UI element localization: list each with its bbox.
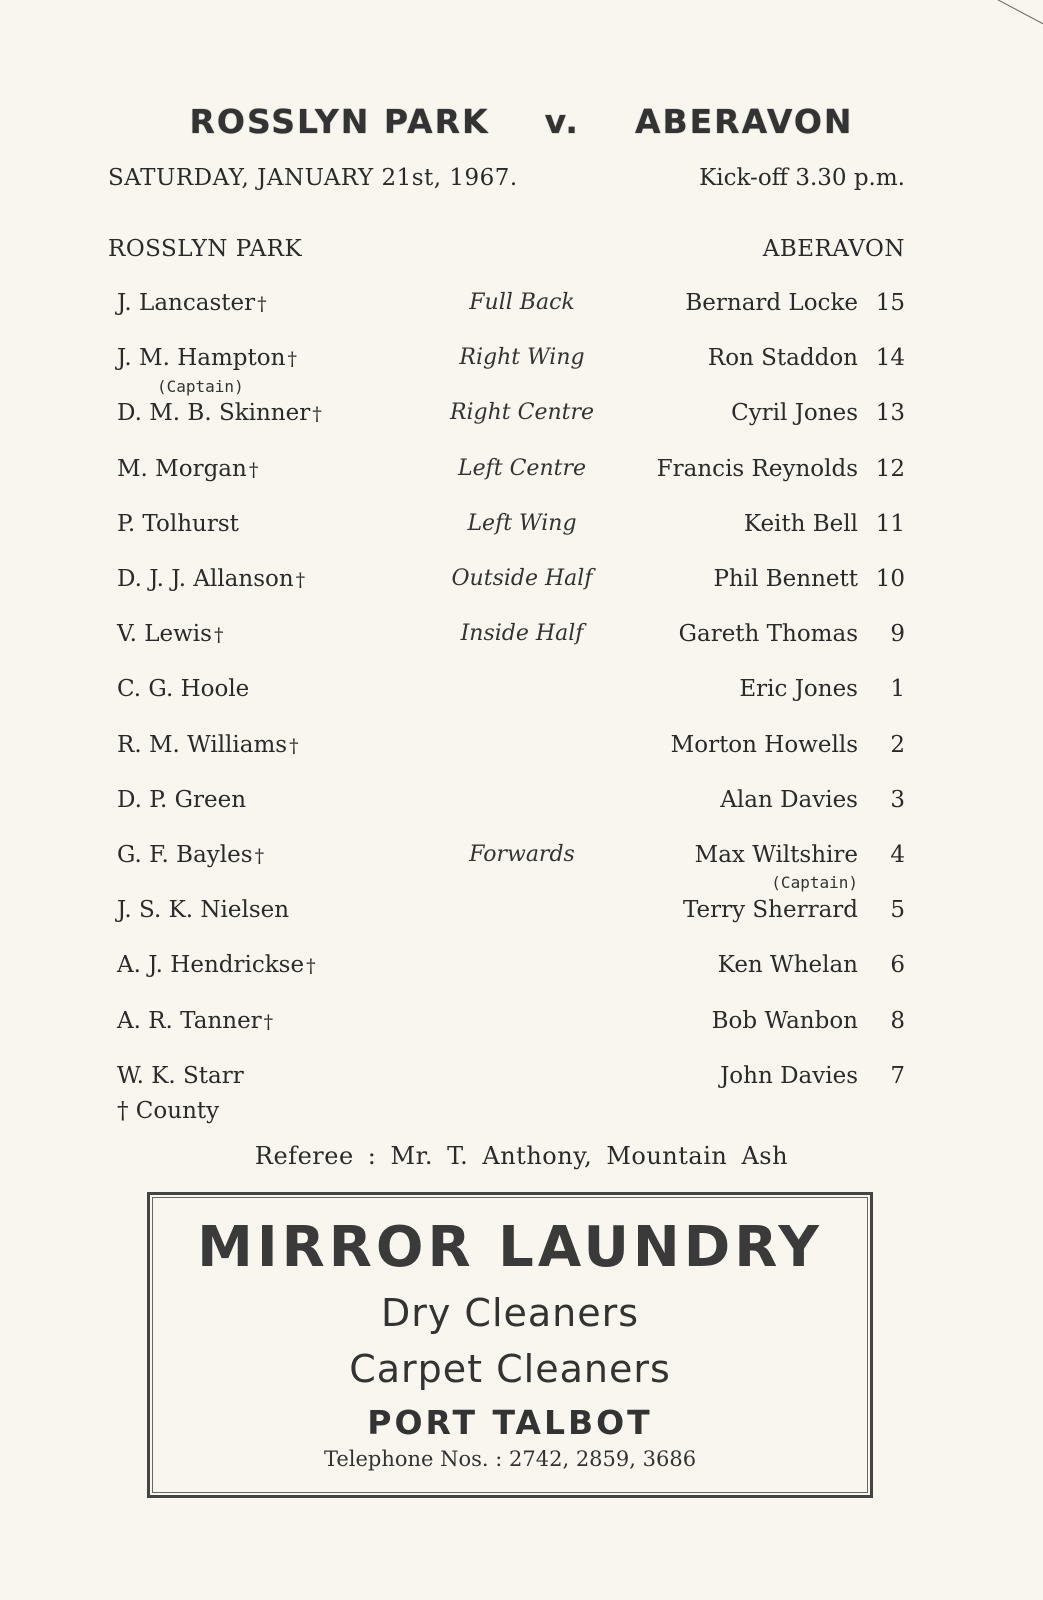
position-label: Full Back: [469, 290, 575, 315]
versus-label: v.: [544, 102, 580, 141]
home-player-name: P. Tolhurst: [117, 511, 239, 537]
away-player-name: Alan Davies: [720, 787, 858, 813]
home-player: [117, 787, 246, 813]
corner-mark: [978, 0, 1043, 32]
away-player-name: Eric Jones: [739, 676, 858, 702]
lineup-row: [0, 456, 1043, 496]
home-player-name: D. J. J. Allanson: [117, 566, 294, 592]
position-label: Left Centre: [457, 456, 587, 481]
advert-line-dry-cleaners: Dry Cleaners: [380, 1291, 640, 1335]
lineup-row: [0, 566, 1043, 606]
home-player-name: J. Lancaster: [117, 290, 256, 316]
home-player-name: D. P. Green: [117, 787, 247, 813]
home-player: [117, 952, 316, 978]
away-player-number: 11: [875, 511, 905, 537]
away-player-number: 8: [890, 1008, 905, 1034]
home-player: [117, 290, 267, 316]
home-player: [117, 400, 322, 426]
county-dagger: †: [312, 403, 322, 425]
lineup-row: [0, 842, 1043, 882]
lineup-row: [0, 400, 1043, 440]
away-player-name: Phil Bennett: [713, 566, 858, 592]
away-player-number: 1: [890, 676, 905, 702]
home-team-title: ROSSLYN PARK: [189, 102, 490, 141]
away-player-number: 2: [890, 732, 905, 758]
county-legend: † County: [117, 1098, 220, 1124]
lineup-row: [0, 952, 1043, 992]
away-player-name: Cyril Jones: [731, 400, 858, 426]
away-team-heading: ABERAVON: [762, 236, 905, 262]
lineup-row: [0, 1063, 1043, 1103]
lineup-row: [0, 787, 1043, 827]
away-player-name: Ron Staddon: [707, 345, 858, 371]
away-player-name: Max Wiltshire: [694, 842, 858, 868]
away-team-title: ABERAVON: [634, 102, 854, 141]
away-player-number: 5: [890, 897, 905, 923]
home-player: [117, 676, 249, 702]
away-player-number: 12: [875, 456, 905, 482]
county-dagger: †: [263, 1011, 274, 1033]
position-label: Right Centre: [449, 400, 595, 425]
home-player-name: D. M. B. Skinner: [117, 400, 311, 426]
home-player: [117, 1063, 244, 1089]
home-player: [117, 345, 297, 371]
advert-line-carpet-cleaners: Carpet Cleaners: [349, 1347, 671, 1391]
home-player-name: M. Morgan: [117, 456, 247, 482]
home-player: [117, 511, 239, 537]
lineup-row: [0, 290, 1043, 330]
position-label: Inside Half: [460, 621, 584, 646]
county-dagger: †: [257, 293, 267, 315]
referee-line: Referee : Mr. T. Anthony, Mountain Ash: [254, 1142, 789, 1170]
away-player-name: Keith Bell: [743, 511, 858, 537]
away-player-name: Francis Reynolds: [656, 456, 858, 482]
away-player-number: 13: [875, 400, 905, 426]
away-player-name: Terry Sherrard: [682, 897, 858, 923]
home-player-name: A. R. Tanner: [117, 1008, 262, 1034]
kickoff-time: Kick-off 3.30 p.m.: [699, 165, 905, 191]
lineup-row: [0, 732, 1043, 772]
home-captain-note: (Captain): [157, 377, 244, 396]
lineup-row: [0, 897, 1043, 937]
home-player-name: R. M. Williams: [117, 732, 288, 758]
county-dagger: †: [254, 845, 265, 867]
match-date: SATURDAY, JANUARY 21st, 1967.: [108, 165, 518, 191]
county-dagger: †: [295, 569, 306, 591]
lineup-row: [0, 676, 1043, 716]
away-player-number: 6: [890, 952, 905, 978]
home-player: [117, 732, 299, 758]
advert-name: MIRROR LAUNDRY: [197, 1215, 823, 1280]
away-player-number: 3: [890, 787, 905, 813]
advert-town: PORT TALBOT: [367, 1403, 653, 1442]
home-player-name: V. Lewis: [117, 621, 212, 647]
home-player-name: G. F. Bayles: [117, 842, 253, 868]
away-player-number: 7: [890, 1063, 905, 1089]
away-player-name: John Davies: [720, 1063, 858, 1089]
match-title: [0, 102, 1043, 141]
home-player: [117, 1008, 273, 1034]
away-player-number: 4: [890, 842, 905, 868]
lineup-row: [0, 621, 1043, 661]
laundry-advert: [147, 1192, 873, 1498]
advert-phone: Telephone Nos. : 2742, 2859, 3686: [323, 1447, 697, 1471]
position-label: Outside Half: [451, 566, 593, 591]
position-label: Right Wing: [459, 345, 585, 370]
home-player-name: C. G. Hoole: [117, 676, 250, 702]
away-player-number: 9: [890, 621, 905, 647]
home-player: [117, 621, 223, 647]
home-player: [117, 842, 264, 868]
away-player-number: 14: [875, 345, 905, 371]
lineup-row: [0, 1008, 1043, 1048]
county-dagger: †: [213, 624, 224, 646]
away-player-name: Bernard Locke: [685, 290, 858, 316]
county-dagger: †: [306, 955, 316, 977]
home-player-name: J. M. Hampton: [117, 345, 286, 371]
county-dagger: †: [248, 459, 259, 481]
away-player-number: 15: [875, 290, 905, 316]
position-label: Forwards: [469, 842, 575, 867]
position-label: Left Wing: [467, 511, 577, 536]
away-player-name: Morton Howells: [670, 732, 858, 758]
away-player-name: Ken Whelan: [717, 952, 858, 978]
home-team-heading: ROSSLYN PARK: [108, 236, 303, 262]
away-captain-note: (Captain): [771, 873, 858, 892]
away-player-name: Bob Wanbon: [711, 1008, 858, 1034]
county-dagger: †: [289, 735, 299, 757]
home-player: [117, 897, 289, 923]
home-player: [117, 566, 305, 592]
county-dagger: †: [287, 348, 297, 370]
home-player-name: J. S. K. Nielsen: [117, 897, 290, 923]
away-player-number: 10: [875, 566, 905, 592]
lineup-row: [0, 511, 1043, 551]
home-player-name: W. K. Starr: [117, 1063, 244, 1089]
home-player-name: A. J. Hendrickse: [117, 952, 305, 978]
away-player-name: Gareth Thomas: [678, 621, 858, 647]
home-player: [117, 456, 258, 482]
